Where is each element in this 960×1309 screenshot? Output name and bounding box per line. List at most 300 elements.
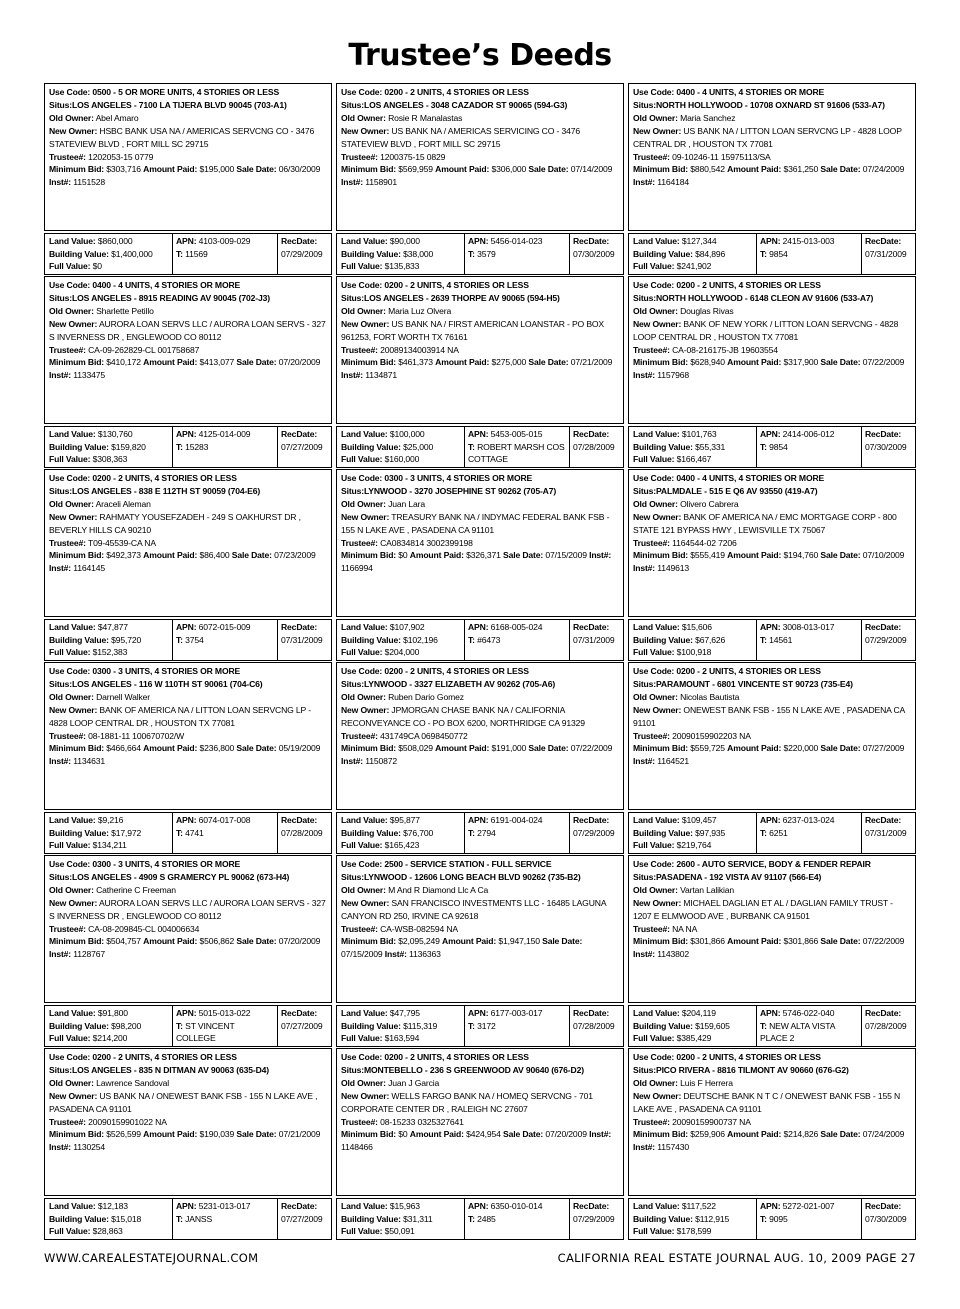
deed-entry [628,1048,916,1241]
land-value: Land Value: $90,000 [341,236,420,246]
apn: APN: 5231-013-017 [176,1201,251,1211]
recdate-cell [862,813,915,853]
bid-line: Minimum Bid: $0 Amount Paid: $424,954 Sale Date: 07/20/2009 Inst#: 1148466 [341,1129,612,1153]
trustee-line: Trustee#: CA-08-209845-CL 004006634 [49,923,200,934]
bid-line: Minimum Bid: $555,419 Amount Paid: $194,760 Sale Date: 07/10/2009 Inst#: 1149613 [633,550,905,574]
deed-details [44,855,332,1003]
land-value: Land Value: $15,963 [341,1201,420,1211]
bid-line: Minimum Bid: $504,757 Amount Paid: $506,862 Sale Date: 07/20/2009 Inst#: 1128767 [49,936,321,960]
bid-line: Minimum Bid: $526,599 Amount Paid: $190,039 Sale Date: 07/21/2009 Inst#: 1130254 [49,1129,321,1153]
recdate-label: RecDate: [865,815,902,825]
deed-entry [44,662,332,855]
recdate-label: RecDate: [573,1008,610,1018]
old-owner-line: Old Owner: Maria Luz Olvera [341,305,452,316]
recdate-cell [278,234,331,274]
new-owner-line: New Owner: US BANK NA / AMERICAS SERVICING CO - 3476 STATEVIEW BLVD , FORT MILL SC 29715 [341,125,580,149]
trustee-line: Trustee#: 1200375-15 0829 [341,151,446,162]
use-code-line: Use Code: 0200 - 2 UNITS, 4 STORIES OR LESS [49,473,237,483]
deed-details [44,1048,332,1196]
recdate-cell [862,234,915,274]
recdate-value: 07/29/2009 [573,1213,615,1224]
new-owner-line: New Owner: ONEWEST BANK FSB - 155 N LAKE AVE , PASADENA CA 91101 [633,704,905,728]
deed-values [336,426,624,468]
apn: APN: 6191-004-024 [468,815,543,825]
apn: APN: 3008-013-017 [760,622,835,632]
tract: T: 2485 [468,1213,496,1224]
full-value: Full Value: $50,091 [341,1226,415,1237]
recdate-cell [570,1006,623,1046]
recdate-value: 07/30/2009 [573,248,615,259]
trustee-line: Trustee#: CA-09-262829-CL 001758687 [49,344,200,355]
deed-details [628,276,916,424]
deed-values [44,1198,332,1240]
apn-cell [173,813,278,853]
use-code-line: Use Code: 0200 - 2 UNITS, 4 STORIES OR LESS [341,280,529,290]
trustee-line: Trustee#: 1164544-02 7206 [633,537,737,548]
deed-entry [44,83,332,276]
trustee-line: Trustee#: CA-08-216175-JB 19603554 [633,344,778,355]
land-value: Land Value: $15,606 [633,622,712,632]
full-value: Full Value: $163,594 [341,1033,420,1044]
building-value: Building Value: $38,000 [341,248,434,259]
apn: APN: 2414-006-012 [760,429,835,439]
old-owner-line: Old Owner: Lawrence Sandoval [49,1077,170,1088]
deed-values [628,426,916,468]
situs-line: Situs:LYNWOOD - 12606 LONG BEACH BLVD 90262 (735-B2) [341,871,581,882]
tract: T: 6251 [760,827,788,838]
situs-line: Situs:NORTH HOLLYWOOD - 6148 CLEON AV 91606 (533-A7) [633,292,874,303]
full-value: Full Value: $385,429 [633,1033,712,1044]
recdate-value: 07/31/2009 [865,248,907,259]
full-value: Full Value: $241,902 [633,261,712,272]
bid-line: Minimum Bid: $628,940 Amount Paid: $317,900 Sale Date: 07/22/2009 Inst#: 1157968 [633,357,905,381]
use-code-line: Use Code: 0200 - 2 UNITS, 4 STORIES OR LESS [633,280,821,290]
full-value: Full Value: $308,363 [49,454,128,465]
building-value: Building Value: $17,972 [49,827,142,838]
recdate-value: 07/27/2009 [281,1020,323,1031]
deed-entry [336,276,624,469]
value-cell [629,620,757,660]
new-owner-line: New Owner: HSBC BANK USA NA / AMERICAS SERVCNG CO - 3476 STATEVIEW BLVD , FORT MILL SC 29715 [49,125,315,149]
tract: T: NEW ALTA VISTA PLACE 2 [760,1020,835,1044]
value-cell [629,427,757,467]
deed-values [44,233,332,275]
full-value: Full Value: $204,000 [341,647,420,658]
apn-cell [757,234,862,274]
situs-line: Situs:LYNWOOD - 3327 ELIZABETH AV 90262 (705-A6) [341,678,556,689]
apn-cell [465,427,570,467]
recdate-cell [570,1199,623,1239]
bid-line: Minimum Bid: $508,029 Amount Paid: $191,000 Sale Date: 07/22/2009 Inst#: 1150872 [341,743,613,767]
recdate-value: 07/29/2009 [865,634,907,645]
deed-entry [628,276,916,469]
apn-cell [173,234,278,274]
new-owner-line: New Owner: TREASURY BANK NA / INDYMAC FEDERAL BANK FSB - 155 N LAKE AVE , PASADENA CA 91101 [341,511,610,535]
recdate-label: RecDate: [865,236,902,246]
new-owner-line: New Owner: BANK OF AMERICA NA / EMC MORTGAGE CORP - 800 STATE 121 BYPASS HWY , LEWISVILLE TX 75067 [633,511,897,535]
deed-details [336,662,624,810]
land-value: Land Value: $12,183 [49,1201,128,1211]
apn-cell [757,813,862,853]
trustee-line: Trustee#: 1202053-15 0779 [49,151,154,162]
tract: T: 9854 [760,441,788,452]
new-owner-line: New Owner: AURORA LOAN SERVS LLC / AURORA LOAN SERVS - 327 S INVERNESS DR , ENGLEWOOD CO 80112 [49,897,326,921]
new-owner-line: New Owner: BANK OF AMERICA NA / LITTON LOAN SERVCNG LP - 4828 LOOP CENTRAL DR , HOUSTON TX 77081 [49,704,311,728]
apn: APN: 5272-021-007 [760,1201,835,1211]
deed-details [336,1048,624,1196]
recdate-value: 07/28/2009 [281,827,323,838]
full-value: Full Value: $152,383 [49,647,128,658]
old-owner-line: Old Owner: Maria Sanchez [633,112,736,123]
new-owner-line: New Owner: US BANK NA / ONEWEST BANK FSB - 155 N LAKE AVE , PASADENA CA 91101 [49,1090,318,1114]
old-owner-line: Old Owner: Olivero Cabrera [633,498,739,509]
use-code-line: Use Code: 0400 - 4 UNITS, 4 STORIES OR MORE [49,280,241,290]
old-owner-line: Old Owner: M And R Diamond Llc A Ca [341,884,489,895]
apn-cell [465,813,570,853]
apn: APN: 5453-005-015 [468,429,543,439]
situs-line: Situs:LOS ANGELES - 7100 LA TIJERA BLVD 90045 (703-A1) [49,99,287,110]
recdate-cell [862,427,915,467]
recdate-cell [278,1199,331,1239]
building-value: Building Value: $1,400,000 [49,248,153,259]
deed-details [628,662,916,810]
recdate-value: 07/28/2009 [573,1020,615,1031]
land-value: Land Value: $117,522 [633,1201,716,1211]
full-value: Full Value: $100,918 [633,647,712,658]
tract: T: 3172 [468,1020,496,1031]
deed-entry [628,662,916,855]
use-code-line: Use Code: 0200 - 2 UNITS, 4 STORIES OR LESS [341,87,529,97]
bid-line: Minimum Bid: $259,906 Amount Paid: $214,826 Sale Date: 07/24/2009 Inst#: 1157430 [633,1129,905,1153]
new-owner-line: New Owner: WELLS FARGO BANK NA / HOMEQ SERVCNG - 701 CORPORATE CENTER DR , RALEIGH NC 27607 [341,1090,593,1114]
recdate-value: 07/28/2009 [865,1020,907,1031]
apn-cell [757,1199,862,1239]
trustee-line: Trustee#: 20090159901022 NA [49,1116,167,1127]
land-value: Land Value: $95,877 [341,815,420,825]
situs-line: Situs:LOS ANGELES - 116 W 110TH ST 90061 (704-C6) [49,678,263,689]
building-value: Building Value: $76,700 [341,827,434,838]
deed-details [44,469,332,617]
land-value: Land Value: $101,763 [633,429,717,439]
bid-line: Minimum Bid: $2,095,249 Amount Paid: $1,947,150 Sale Date: 07/15/2009 Inst#: 1136363 [341,936,583,960]
bid-line: Minimum Bid: $461,373 Amount Paid: $275,000 Sale Date: 07/21/2009 Inst#: 1134871 [341,357,613,381]
full-value: Full Value: $28,863 [49,1226,123,1237]
bid-line: Minimum Bid: $0 Amount Paid: $326,371 Sale Date: 07/15/2009 Inst#: 1166994 [341,550,612,574]
recdate-value: 07/29/2009 [281,248,323,259]
bid-line: Minimum Bid: $880,542 Amount Paid: $361,250 Sale Date: 07/24/2009 Inst#: 1164184 [633,164,905,188]
situs-line: Situs:LOS ANGELES - 4909 S GRAMERCY PL 90062 (673-H4) [49,871,290,882]
deed-details [336,855,624,1003]
footer-publication: CALIFORNIA REAL ESTATE JOURNAL AUG. 10, 2009 PAGE 27 [557,1251,916,1265]
footer-website[interactable]: WWW.CAREALESTATEJOURNAL.COM [44,1251,259,1265]
use-code-line: Use Code: 0200 - 2 UNITS, 4 STORIES OR LESS [341,666,529,676]
recdate-cell [570,813,623,853]
tract: T: JANSS [176,1213,213,1224]
land-value: Land Value: $127,344 [633,236,717,246]
trustee-line: Trustee#: 20090159902203 NA [633,730,751,741]
land-value: Land Value: $860,000 [49,236,133,246]
deed-details [628,83,916,231]
value-cell [629,813,757,853]
tract: T: 3579 [468,248,496,259]
use-code-line: Use Code: 0300 - 3 UNITS, 4 STORIES OR MORE [49,859,241,869]
deed-values [44,426,332,468]
building-value: Building Value: $98,200 [49,1020,142,1031]
tract: T: #6473 [468,634,501,645]
deed-entry [336,1048,624,1241]
situs-line: Situs:LOS ANGELES - 838 E 112TH ST 90059 (704-E6) [49,485,261,496]
land-value: Land Value: $47,795 [341,1008,420,1018]
deed-values [336,1005,624,1047]
tract: T: 9854 [760,248,788,259]
tract: T: 9095 [760,1213,788,1224]
building-value: Building Value: $112,915 [633,1213,730,1224]
recdate-cell [862,620,915,660]
old-owner-line: Old Owner: Juan Lara [341,498,425,509]
situs-line: Situs:PARAMOUNT - 6801 VINCENTE ST 90723 (735-E4) [633,678,853,689]
deed-column [628,83,916,1240]
value-cell [629,1199,757,1239]
recdate-cell [862,1006,915,1046]
recdate-label: RecDate: [865,1201,902,1211]
full-value: Full Value: $165,423 [341,840,420,851]
deed-details [44,276,332,424]
use-code-line: Use Code: 0500 - 5 OR MORE UNITS, 4 STORIES OR LESS [49,87,280,97]
apn-cell [173,427,278,467]
recdate-cell [570,234,623,274]
value-cell [337,427,465,467]
use-code-line: Use Code: 0200 - 2 UNITS, 4 STORIES OR LESS [49,1052,237,1062]
situs-line: Situs:MONTEBELLO - 236 S GREENWOOD AV 90640 (676-D2) [341,1064,584,1075]
recdate-value: 07/27/2009 [281,441,323,452]
bid-line: Minimum Bid: $303,716 Amount Paid: $195,000 Sale Date: 06/30/2009 Inst#: 1151528 [49,164,321,188]
apn-cell [757,1006,862,1046]
full-value: Full Value: $214,200 [49,1033,128,1044]
use-code-line: Use Code: 0300 - 3 UNITS, 4 STORIES OR MORE [341,473,533,483]
full-value: Full Value: $0 [49,261,102,272]
deed-entry [44,469,332,662]
deed-column [44,83,332,1240]
land-value: Land Value: $109,457 [633,815,717,825]
recdate-label: RecDate: [281,815,318,825]
apn: APN: 6072-015-009 [176,622,251,632]
bid-line: Minimum Bid: $466,664 Amount Paid: $236,800 Sale Date: 05/19/2009 Inst#: 1134631 [49,743,321,767]
use-code-line: Use Code: 0400 - 4 UNITS, 4 STORIES OR MORE [633,87,825,97]
deed-values [336,812,624,854]
new-owner-line: New Owner: RAHMATY YOUSEFZADEH - 249 S OAKHURST DR , BEVERLY HILLS CA 90210 [49,511,301,535]
tract: T: 11569 [176,248,208,259]
use-code-line: Use Code: 2500 - SERVICE STATION - FULL SERVICE [341,859,552,869]
situs-line: Situs:NORTH HOLLYWOOD - 10708 OXNARD ST 91606 (533-A7) [633,99,885,110]
full-value: Full Value: $135,833 [341,261,420,272]
apn: APN: 5015-013-022 [176,1008,251,1018]
land-value: Land Value: $130,760 [49,429,133,439]
apn: APN: 6074-017-008 [176,815,251,825]
bid-line: Minimum Bid: $301,866 Amount Paid: $301,866 Sale Date: 07/22/2009 Inst#: 1143802 [633,936,905,960]
building-value: Building Value: $31,311 [341,1213,433,1224]
old-owner-line: Old Owner: Darnell Walker [49,691,151,702]
value-cell [629,1006,757,1046]
situs-line: Situs:LYNWOOD - 3270 JOSEPHINE ST 90262 (705-A7) [341,485,557,496]
apn-cell [465,1199,570,1239]
trustee-line: Trustee#: CA0834814 3002399198 [341,537,473,548]
building-value: Building Value: $84,896 [633,248,726,259]
deed-entry [628,469,916,662]
use-code-line: Use Code: 0200 - 2 UNITS, 4 STORIES OR LESS [633,666,821,676]
value-cell [629,234,757,274]
recdate-value: 07/29/2009 [573,827,615,838]
trustee-line: Trustee#: NA NA [633,923,698,934]
recdate-label: RecDate: [281,622,318,632]
building-value: Building Value: $97,935 [633,827,726,838]
trustee-line: Trustee#: 20089134003914 NA [341,344,459,355]
use-code-line: Use Code: 0200 - 2 UNITS, 4 STORIES OR LESS [341,1052,529,1062]
bid-line: Minimum Bid: $559,725 Amount Paid: $220,000 Sale Date: 07/27/2009 Inst#: 1164521 [633,743,905,767]
situs-line: Situs:LOS ANGELES - 835 N DITMAN AV 90063 (635-D4) [49,1064,269,1075]
apn-cell [465,1006,570,1046]
land-value: Land Value: $107,902 [341,622,425,632]
building-value: Building Value: $115,319 [341,1020,438,1031]
apn-cell [465,234,570,274]
use-code-line: Use Code: 2600 - AUTO SERVICE, BODY & FENDER REPAIR [633,859,871,869]
apn: APN: 5456-014-023 [468,236,543,246]
building-value: Building Value: $25,000 [341,441,434,452]
new-owner-line: New Owner: US BANK NA / LITTON LOAN SERVCNG LP - 4828 LOOP CENTRAL DR , HOUSTON TX 77081 [633,125,902,149]
building-value: Building Value: $159,820 [49,441,146,452]
deed-values [628,233,916,275]
recdate-value: 07/30/2009 [865,1213,907,1224]
value-cell [337,234,465,274]
recdate-label: RecDate: [573,815,610,825]
building-value: Building Value: $95,720 [49,634,142,645]
deed-entry [336,855,624,1048]
land-value: Land Value: $9,216 [49,815,124,825]
bid-line: Minimum Bid: $569,959 Amount Paid: $306,000 Sale Date: 07/14/2009 Inst#: 1158901 [341,164,613,188]
deed-entry [336,83,624,276]
apn-cell [173,1199,278,1239]
old-owner-line: Old Owner: Luis F Herrera [633,1077,733,1088]
use-code-line: Use Code: 0200 - 2 UNITS, 4 STORIES OR LESS [633,1052,821,1062]
trustee-line: Trustee#: 431749CA 0698450772 [341,730,468,741]
deed-details [628,855,916,1003]
deed-values [628,1005,916,1047]
recdate-label: RecDate: [573,236,610,246]
apn-cell [757,620,862,660]
deed-values [44,619,332,661]
deed-values [336,1198,624,1240]
new-owner-line: New Owner: MICHAEL DAGLIAN ET AL / DAGLIAN FAMILY TRUST - 1207 E ELMWOOD AVE , BURBANK CA 91501 [633,897,893,921]
building-value: Building Value: $15,018 [49,1213,142,1224]
recdate-label: RecDate: [573,429,610,439]
deed-values [628,619,916,661]
old-owner-line: Old Owner: Rosie R Manalastas [341,112,463,123]
recdate-value: 07/27/2009 [281,1213,323,1224]
value-cell [337,1006,465,1046]
apn-cell [173,1006,278,1046]
tract: T: ROBERT MARSH COS COTTAGE [468,441,565,465]
tract: T: 4741 [176,827,204,838]
deed-details [628,1048,916,1196]
tract: T: 3754 [176,634,204,645]
land-value: Land Value: $204,119 [633,1008,716,1018]
building-value: Building Value: $67,626 [633,634,726,645]
new-owner-line: New Owner: AURORA LOAN SERVS LLC / AURORA LOAN SERVS - 327 S INVERNESS DR , ENGLEWOOD CO 80112 [49,318,326,342]
recdate-value: 07/31/2009 [281,634,323,645]
recdate-label: RecDate: [281,429,318,439]
recdate-label: RecDate: [573,1201,610,1211]
old-owner-line: Old Owner: Juan J Garcia [341,1077,440,1088]
value-cell [337,813,465,853]
deed-details [44,83,332,231]
deed-values [628,812,916,854]
deed-entry [336,662,624,855]
recdate-label: RecDate: [865,429,902,439]
deed-column [336,83,624,1240]
use-code-line: Use Code: 0400 - 4 UNITS, 4 STORIES OR MORE [633,473,825,483]
deed-values [44,812,332,854]
value-cell [45,1199,173,1239]
new-owner-line: New Owner: BANK OF NEW YORK / LITTON LOAN SERVCNG - 4828 LOOP CENTRAL DR , HOUSTON TX 77081 [633,318,899,342]
old-owner-line: Old Owner: Nicolas Bautista [633,691,740,702]
trustee-line: Trustee#: 20090159900737 NA [633,1116,751,1127]
recdate-cell [278,620,331,660]
trustee-line: Trustee#: CA-WSB-082594 NA [341,923,458,934]
value-cell [45,234,173,274]
recdate-label: RecDate: [865,622,902,632]
value-cell [45,813,173,853]
tract: T: 15283 [176,441,209,452]
recdate-label: RecDate: [281,1201,318,1211]
recdate-cell [278,427,331,467]
deed-details [336,469,624,617]
deed-entry [44,855,332,1048]
recdate-label: RecDate: [281,236,318,246]
value-cell [337,620,465,660]
apn: APN: 5746-022-040 [760,1008,835,1018]
deed-values [336,233,624,275]
recdate-label: RecDate: [573,622,610,632]
trustee-line: Trustee#: 08-1881-11 100670702/W [49,730,185,741]
apn-cell [757,427,862,467]
old-owner-line: Old Owner: Douglas Rivas [633,305,734,316]
full-value: Full Value: $219,764 [633,840,712,851]
apn: APN: 4125-014-009 [176,429,251,439]
apn: APN: 6177-003-017 [468,1008,543,1018]
recdate-cell [278,813,331,853]
value-cell [45,427,173,467]
deed-entry [44,276,332,469]
building-value: Building Value: $159,605 [633,1020,730,1031]
apn-cell [173,620,278,660]
new-owner-line: New Owner: US BANK NA / FIRST AMERICAN LOANSTAR - PO BOX 961253, FORT WORTH TX 76161 [341,318,605,342]
deed-details [336,83,624,231]
recdate-label: RecDate: [865,1008,902,1018]
apn: APN: 6237-013-024 [760,815,835,825]
recdate-label: RecDate: [281,1008,318,1018]
deeds-grid [44,83,916,1240]
land-value: Land Value: $47,877 [49,622,128,632]
full-value: Full Value: $134,211 [49,840,127,851]
recdate-cell [570,620,623,660]
apn: APN: 2415-013-003 [760,236,835,246]
apn: APN: 4103-009-029 [176,236,251,246]
apn-cell [465,620,570,660]
land-value: Land Value: $91,800 [49,1008,128,1018]
new-owner-line: New Owner: JPMORGAN CHASE BANK NA / CALIFORNIA RECONVEYANCE CO - PO BOX 6200, NORTHRIDGE CA 91329 [341,704,585,728]
deed-entry [336,469,624,662]
old-owner-line: Old Owner: Araceli Aleman [49,498,151,509]
deed-entry [628,83,916,276]
